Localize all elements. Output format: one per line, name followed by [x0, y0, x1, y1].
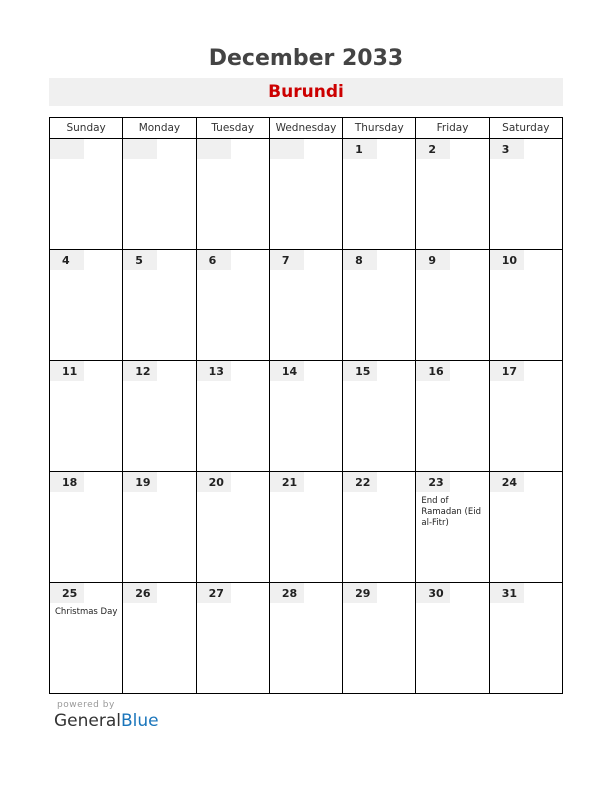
week-row	[50, 583, 563, 694]
day-number: 5	[123, 250, 157, 270]
day-cell[interactable]	[196, 583, 269, 694]
powered-by-label: powered by	[57, 700, 115, 710]
day-number: 26	[123, 583, 157, 603]
day-cell[interactable]	[196, 139, 269, 250]
day-cell[interactable]	[50, 583, 123, 694]
day-number: 13	[197, 361, 231, 381]
day-cell[interactable]	[489, 250, 562, 361]
day-number: 21	[270, 472, 304, 492]
empty-day-marker	[123, 139, 157, 159]
day-cell[interactable]	[489, 583, 562, 694]
page-title: December 2033	[208, 46, 404, 71]
day-cell[interactable]	[269, 361, 342, 472]
day-number: 14	[270, 361, 304, 381]
day-number: 8	[343, 250, 377, 270]
weekday-wednesday: Wednesday	[269, 118, 342, 139]
day-number: 15	[343, 361, 377, 381]
day-cell[interactable]	[416, 361, 489, 472]
weekday-friday: Friday	[416, 118, 489, 139]
day-number: 30	[416, 583, 450, 603]
day-cell[interactable]	[416, 250, 489, 361]
day-number: 31	[490, 583, 524, 603]
week-row	[50, 250, 563, 361]
country-name: Burundi	[268, 82, 344, 102]
generalblue-logo[interactable]	[54, 711, 159, 731]
day-cell[interactable]	[489, 361, 562, 472]
day-cell[interactable]	[123, 250, 196, 361]
day-cell[interactable]	[196, 361, 269, 472]
day-cell[interactable]	[343, 139, 416, 250]
day-number: 10	[490, 250, 524, 270]
day-cell[interactable]	[343, 250, 416, 361]
empty-day-marker	[197, 139, 231, 159]
calendar-grid	[49, 117, 563, 694]
day-cell[interactable]	[343, 472, 416, 583]
day-number: 12	[123, 361, 157, 381]
day-cell[interactable]	[50, 472, 123, 583]
day-number: 2	[416, 139, 450, 159]
day-number: 25	[50, 583, 84, 603]
day-cell[interactable]	[50, 361, 123, 472]
country-banner	[49, 78, 563, 106]
holiday-label: End of Ramadan (Eid al-Fitr)	[421, 496, 481, 528]
week-row	[50, 361, 563, 472]
day-number: 6	[197, 250, 231, 270]
day-cell[interactable]	[269, 250, 342, 361]
brand-blue: Blue	[121, 711, 159, 731]
day-number: 16	[416, 361, 450, 381]
day-cell[interactable]	[123, 472, 196, 583]
weekday-thursday: Thursday	[343, 118, 416, 139]
week-row	[50, 139, 563, 250]
holiday-label: Christmas Day	[55, 607, 118, 617]
day-cell[interactable]	[269, 139, 342, 250]
day-cell[interactable]	[123, 139, 196, 250]
day-number: 27	[197, 583, 231, 603]
day-number: 20	[197, 472, 231, 492]
day-number: 3	[490, 139, 524, 159]
weekday-sunday: Sunday	[50, 118, 123, 139]
day-cell[interactable]	[343, 583, 416, 694]
brand-general: General	[54, 711, 121, 731]
day-number: 18	[50, 472, 84, 492]
day-cell[interactable]	[416, 139, 489, 250]
day-number: 24	[490, 472, 524, 492]
day-cell[interactable]	[269, 472, 342, 583]
day-number: 22	[343, 472, 377, 492]
day-cell[interactable]	[489, 472, 562, 583]
day-cell[interactable]	[489, 139, 562, 250]
day-number: 4	[50, 250, 84, 270]
day-number: 7	[270, 250, 304, 270]
day-cell[interactable]	[343, 361, 416, 472]
day-cell[interactable]	[269, 583, 342, 694]
day-cell[interactable]	[123, 583, 196, 694]
day-cell[interactable]	[196, 472, 269, 583]
day-number: 19	[123, 472, 157, 492]
empty-day-marker	[50, 139, 84, 159]
day-cell[interactable]	[196, 250, 269, 361]
weekday-saturday: Saturday	[489, 118, 562, 139]
weekday-monday: Monday	[123, 118, 196, 139]
week-row	[50, 472, 563, 583]
day-number: 9	[416, 250, 450, 270]
day-cell[interactable]	[416, 583, 489, 694]
day-number: 29	[343, 583, 377, 603]
day-number: 1	[343, 139, 377, 159]
day-cell[interactable]	[50, 139, 123, 250]
day-number: 17	[490, 361, 524, 381]
day-number: 23	[416, 472, 450, 492]
weekday-header-row	[50, 118, 563, 139]
day-cell[interactable]	[50, 250, 123, 361]
empty-day-marker	[270, 139, 304, 159]
day-number: 28	[270, 583, 304, 603]
day-number: 11	[50, 361, 84, 381]
day-cell[interactable]	[123, 361, 196, 472]
day-cell[interactable]	[416, 472, 489, 583]
weekday-tuesday: Tuesday	[196, 118, 269, 139]
